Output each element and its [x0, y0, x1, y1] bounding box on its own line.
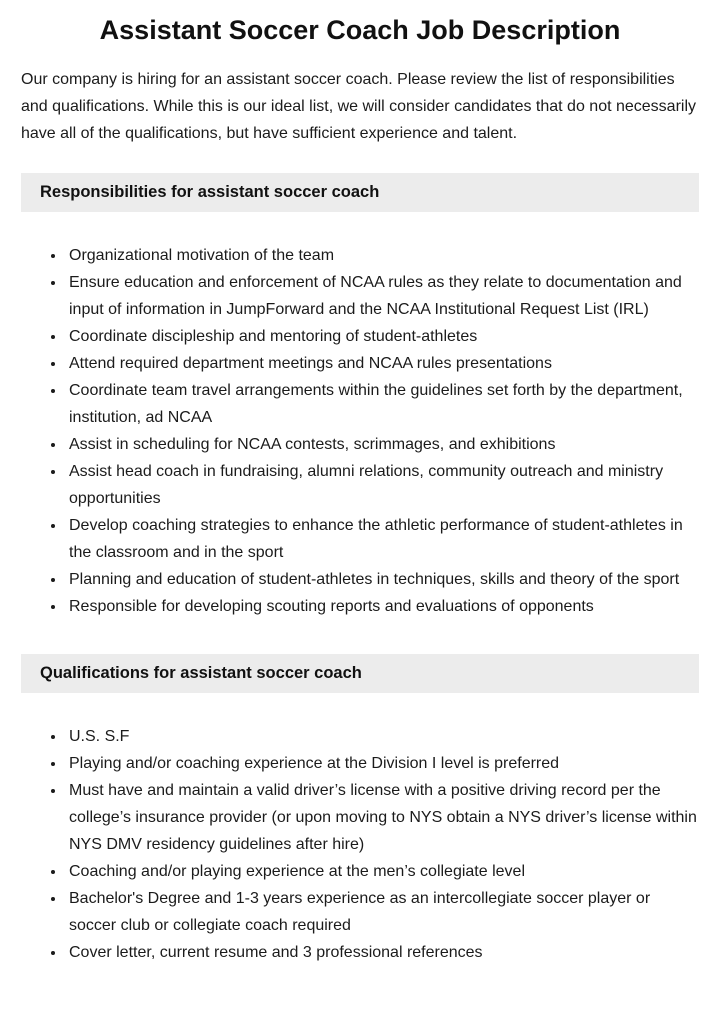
responsibility-item: • Planning and education of student-athletes in techniques, skills and theory of the sport [66, 566, 699, 593]
qualification-item: • Bachelor's Degree and 1-3 years experience as an intercollegiate soccer player or soccer club or collegiate coach required [66, 885, 699, 939]
responsibilities-section-header [21, 173, 699, 212]
responsibility-item: • Ensure education and enforcement of NCAA rules as they relate to documentation and input of information in JumpForward and the NCAA Institutional Request List (IRL) [66, 269, 699, 323]
qualifications-section-header [21, 654, 699, 693]
responsibility-item: • Assist in scheduling for NCAA contests, scrimmages, and exhibitions [66, 431, 699, 458]
qualifications-list [21, 723, 699, 966]
qualification-item: • U.S. S.F [66, 723, 699, 750]
responsibility-item: • Attend required department meetings and NCAA rules presentations [66, 350, 699, 377]
responsibility-item: • Coordinate team travel arrangements within the guidelines set forth by the department, institution, ad NCAA [66, 377, 699, 431]
qualification-item: • Cover letter, current resume and 3 professional references [66, 939, 699, 966]
qualification-item: • Coaching and/or playing experience at the men’s collegiate level [66, 858, 699, 885]
responsibility-item: • Coordinate discipleship and mentoring of student-athletes [66, 323, 699, 350]
intro-paragraph: Our company is hiring for an assistant soccer coach. Please review the list of responsibilities and qualifications. While this is our ideal list, we will consider candidates that do not necessarily have all of the qualifications, but have sufficient experience and talent. [21, 71, 697, 143]
responsibility-item: • Responsible for developing scouting reports and evaluations of opponents [66, 593, 699, 620]
responsibilities-heading: Responsibilities for assistant soccer coach [40, 183, 380, 202]
page-title: Assistant Soccer Coach Job Description [99, 15, 621, 45]
responsibility-item: • Develop coaching strategies to enhance the athletic performance of student-athletes in the classroom and in the sport [66, 512, 699, 566]
responsibilities-list [21, 242, 699, 620]
qualification-item: • Playing and/or coaching experience at the Division I level is preferred [66, 750, 699, 777]
responsibility-item: • Organizational motivation of the team [66, 242, 699, 269]
qualifications-heading: Qualifications for assistant soccer coach [40, 664, 362, 683]
qualification-item: • Must have and maintain a valid driver’s license with a positive driving record per the college’s insurance provider (or upon moving to NYS obtain a NYS driver’s license within NYS DMV residency guidelines after hire) [66, 777, 699, 858]
responsibility-item: • Assist head coach in fundraising, alumni relations, community outreach and ministry opportunities [66, 458, 699, 512]
